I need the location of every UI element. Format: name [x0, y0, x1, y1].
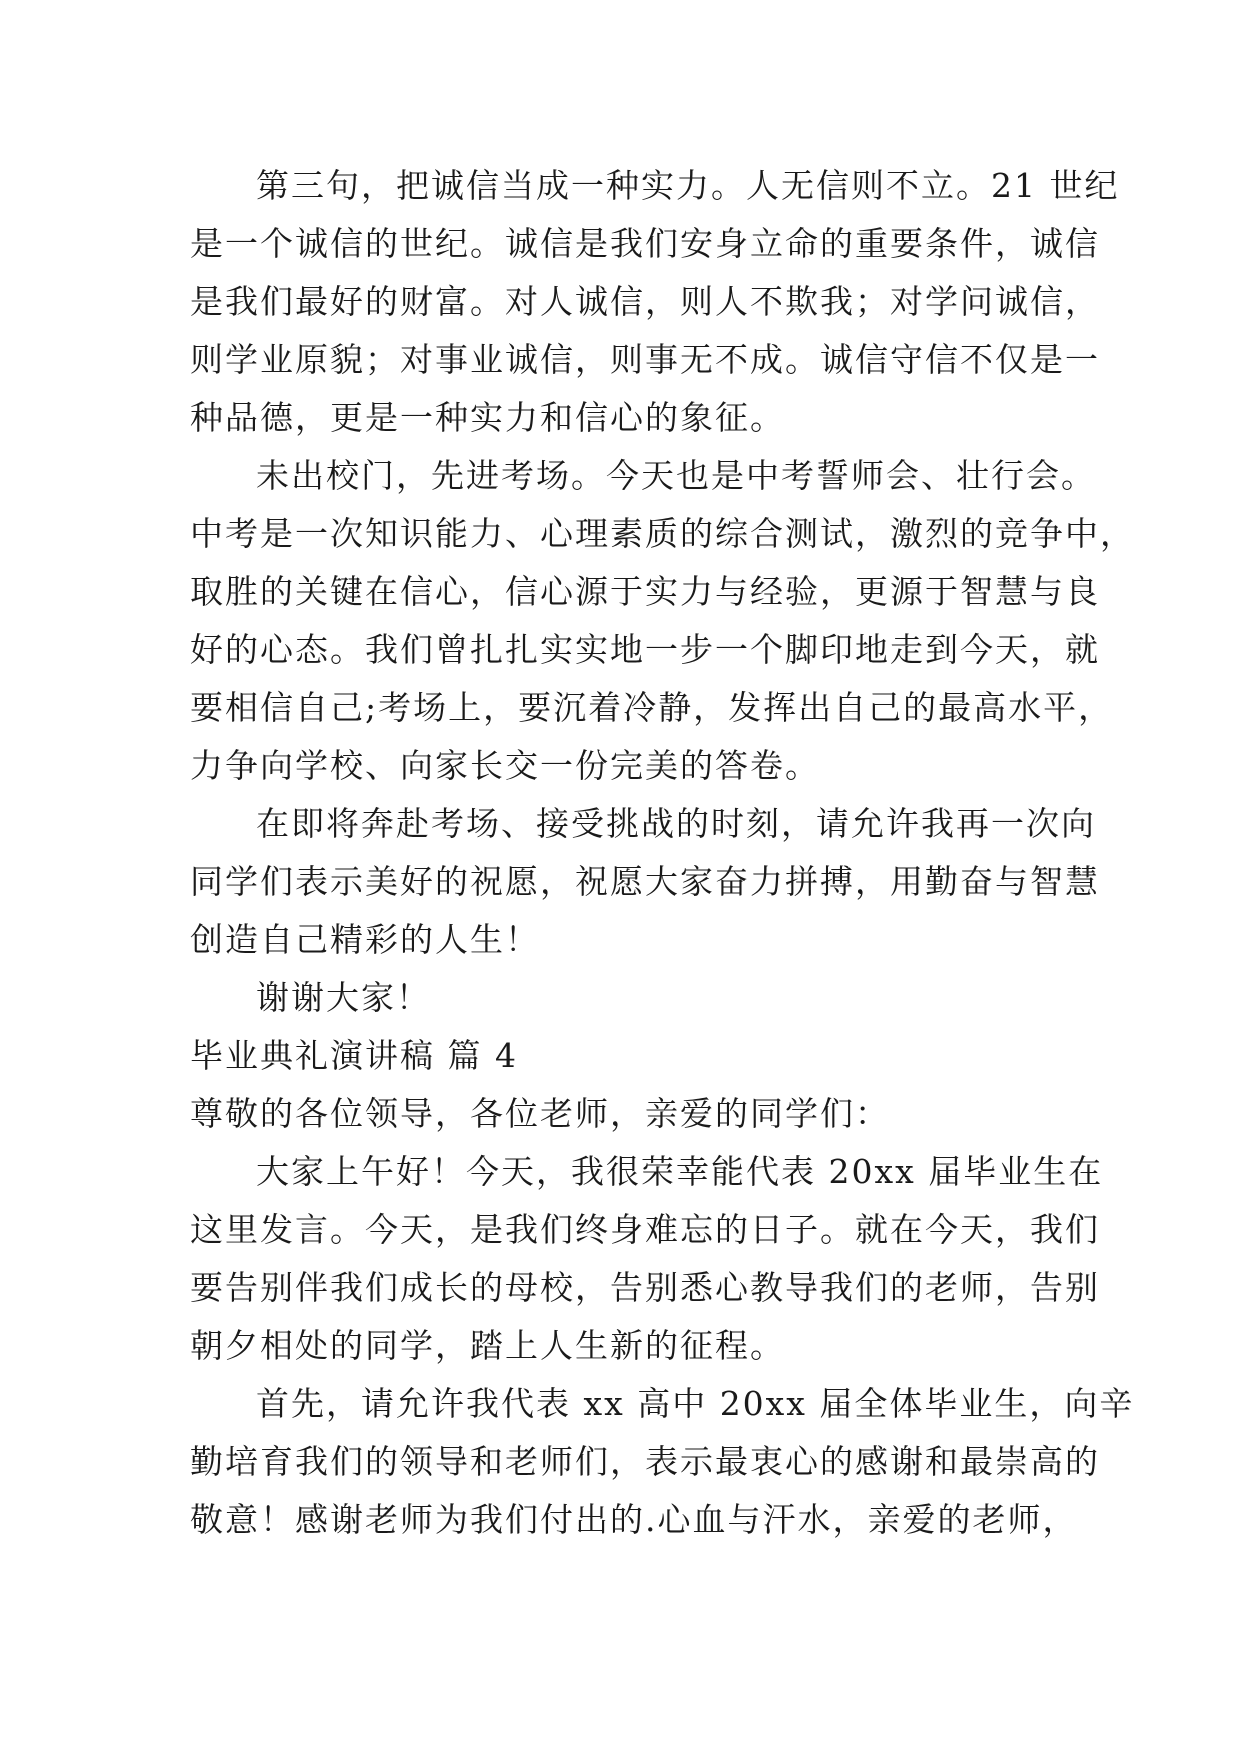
salutation: 尊敬的各位领导，各位老师，亲爱的同学们：	[190, 1094, 890, 1133]
text-line: 朝夕相处的同学，踏上人生新的征程。	[190, 1326, 785, 1365]
text-line: 勤培育我们的领导和老师们，表示最衷心的感谢和最崇高的	[190, 1442, 1100, 1481]
text-line: 创造自己精彩的人生！	[190, 920, 540, 959]
text-line: 是一个诚信的世纪。诚信是我们安身立命的重要条件，诚信	[190, 224, 1100, 263]
text-line: 敬意！感谢老师为我们付出的.心血与汗水，亲爱的老师，	[190, 1500, 1078, 1539]
text-line: 种品德，更是一种实力和信心的象征。	[190, 398, 785, 437]
text-line: 要相信自己;考场上，要沉着冷静，发挥出自己的最高水平，	[190, 688, 1114, 727]
text-line: 好的心态。我们曾扎扎实实地一步一个脚印地走到今天，就	[190, 630, 1100, 669]
text-line: 则学业原貌；对事业诚信，则事无不成。诚信守信不仅是一	[190, 340, 1100, 379]
text-line: 未出校门，先进考场。今天也是中考誓师会、壮行会。	[256, 456, 1096, 495]
text-line: 取胜的关键在信心，信心源于实力与经验，更源于智慧与良	[190, 572, 1100, 611]
text-line: 谢谢大家！	[256, 978, 431, 1017]
text-line: 同学们表示美好的祝愿，祝愿大家奋力拼搏，用勤奋与智慧	[190, 862, 1100, 901]
text-line: 首先，请允许我代表 xx 高中 20xx 届全体毕业生，向辛	[256, 1384, 1135, 1423]
text-line: 是我们最好的财富。对人诚信，则人不欺我；对学问诚信，	[190, 282, 1100, 321]
text-line: 大家上午好！今天，我很荣幸能代表 20xx 届毕业生在	[256, 1152, 1104, 1191]
section-heading: 毕业典礼演讲稿 篇 4	[190, 1036, 518, 1075]
text-line: 力争向学校、向家长交一份完美的答卷。	[190, 746, 820, 785]
document-body	[190, 157, 1135, 1549]
text-line: 这里发言。今天，是我们终身难忘的日子。就在今天，我们	[190, 1210, 1100, 1249]
text-line: 在即将奔赴考场、接受挑战的时刻，请允许我再一次向	[256, 804, 1096, 843]
text-line: 要告别伴我们成长的母校，告别悉心教导我们的老师，告别	[190, 1268, 1100, 1307]
text-line: 第三句，把诚信当成一种实力。人无信则不立。21 世纪	[256, 166, 1120, 205]
text-line: 中考是一次知识能力、心理素质的综合测试，激烈的竞争中，	[190, 514, 1135, 553]
